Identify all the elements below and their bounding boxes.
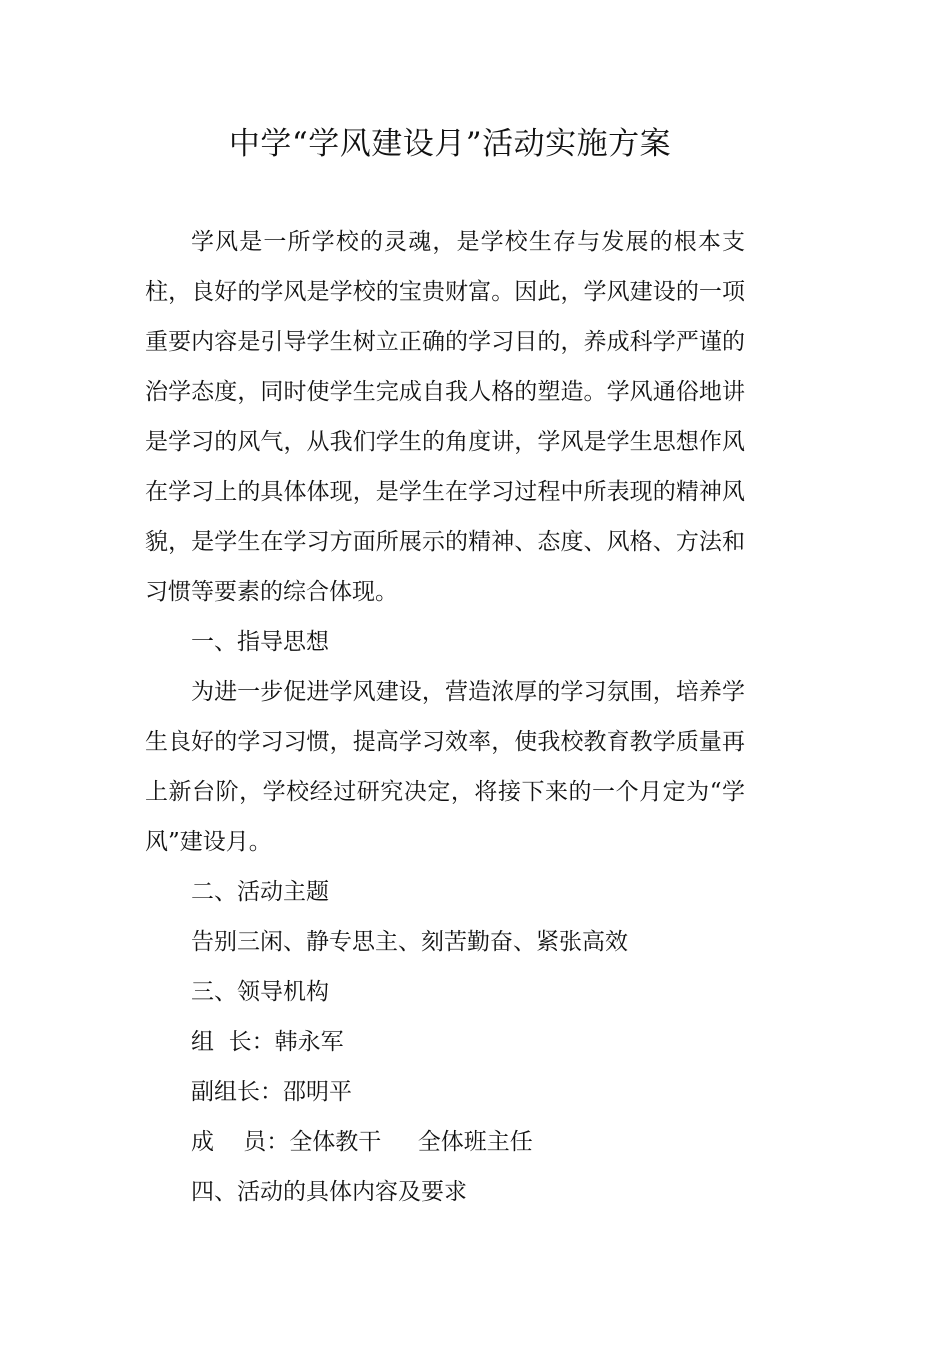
- intro-paragraph: 学风是一所学校的灵魂，是学校生存与发展的根本支柱，良好的学风是学校的宝贵财富。因此，学风建设的一项重要内容是引导学生树立正确的学习目的，养成科学严谨的治学态度，同时使学生完成自我人格的塑造。学风通俗地讲是学习的风气，从我们学生的角度讲，学风是学生思想作风在学习上的具体体现，是学生在学习过程中所表现的精神风貌，是学生在学习方面所展示的精神、态度、风格、方法和习惯等要素的综合体现。: [145, 229, 745, 605]
- document-title: 中学“学风建设月”活动实施方案: [228, 126, 672, 162]
- deputy-leader-line: 副组长：邵明平: [191, 1079, 352, 1105]
- section-1-heading: 一、指导思想: [191, 629, 329, 655]
- section-2-theme: 告别三闲、静专思主、刻苦勤奋、紧张高效: [191, 929, 628, 955]
- section-3-heading: 三、领导机构: [191, 979, 329, 1005]
- section-4-heading: 四、活动的具体内容及要求: [191, 1179, 467, 1205]
- section-1-paragraph: 为进一步促进学风建设，营造浓厚的学习氛围，培养学生良好的学习习惯，提高学习效率，使我校教育教学质量再上新台阶，学校经过研究决定，将接下来的一个月定为“学风”建设月。: [145, 679, 745, 855]
- leader-line: 组 长：韩永军: [191, 1029, 344, 1055]
- section-2-heading: 二、活动主题: [191, 879, 329, 905]
- members-line: 成 员：全体教干 全体班主任: [191, 1129, 533, 1155]
- document-body: [145, 217, 745, 1217]
